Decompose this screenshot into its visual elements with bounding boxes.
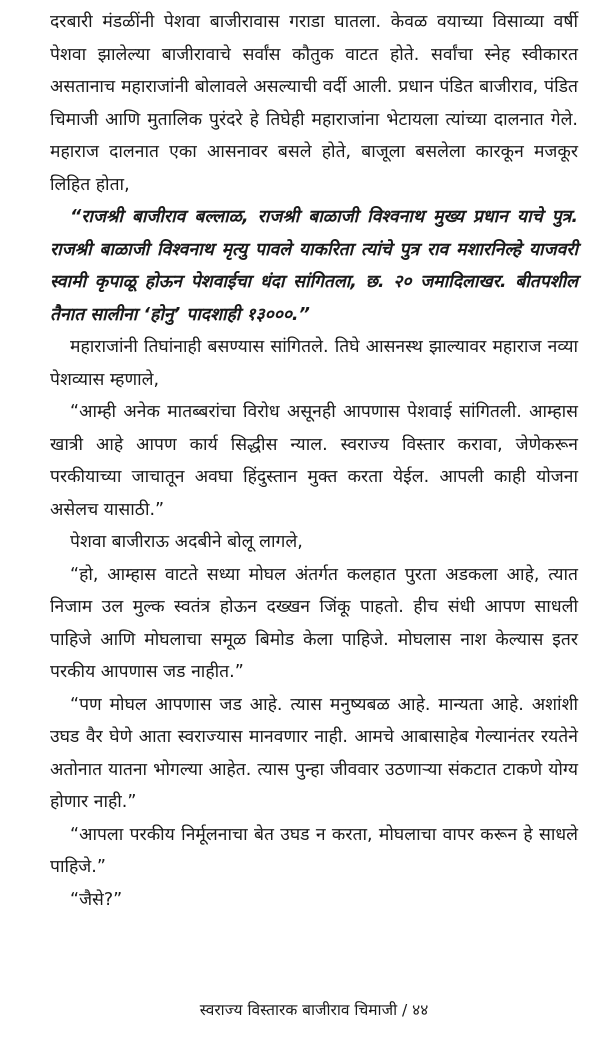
dialogue-paragraph: “पण मोघल आपणास जड आहे. त्यास मनुष्यबळ आहे. मान्यता आहे. अशांशी उघड वैर घेणे आता स्वराज्यास मानवणार नाही. आमचे आबासाहेब गेल्यानंतर रयतेने अतोनात यातना भोगल्या आहेत. त्यास पुन्हा जीववार उठणाऱ्या संकटात टाकणे योग्य होणार नाही.”: [50, 694, 578, 812]
dialogue-paragraph: “आम्ही अनेक मातब्बरांचा विरोध असूनही आपणास पेशवाई सांगितली. आम्हास खात्री आहे आपण कार्य सिद्धीस न्याल. स्वराज्य विस्तार करावा, जेणेकरून परकीयाच्या जाचातून अवघा हिंदुस्तान मुक्त करता येईल. आपली काही योजना असेलच यासाठी.”: [50, 402, 578, 520]
narrative-paragraph: महाराजांनी तिघांनाही बसण्यास सांगितले. तिघे आसनस्थ झाल्यावर महाराज नव्या पेशव्यास म्हणाले,: [50, 337, 578, 390]
quoted-decree: “राजश्री बाजीराव बल्लाळ, राजश्री बाळाजी विश्वनाथ मुख्य प्रधान याचे पुत्र. राजश्री बाळाजी विश्वनाथ मृत्यु पावले याकरिता त्यांचे पुत्र राव मशारनिल्हे याजवरी स्वामी कृपाळू होऊन पेशवाईचा धंदा सांगितला, छ. २० जमादिलाखर. बीतपशील तैनात सालीना ‘होनु’ पादशाही १३०००.”: [50, 207, 578, 325]
narrative-paragraph: पेशवा बाजीराऊ अदबीने बोलू लागले,: [70, 532, 303, 552]
dialogue-paragraph: “जैसे?”: [70, 889, 123, 910]
dialogue-paragraph: “आपला परकीय निर्मूलनाचा बेत उघड न करता, मोघलाचा वापर करून हे साधले पाहिजे.”: [50, 824, 578, 877]
page-footer: स्वराज्य विस्तारक बाजीराव चिमाजी / ४४: [199, 1001, 429, 1019]
dialogue-paragraph: “हो, आम्हास वाटते सध्या मोघल अंतर्गत कलहात पुरता अडकला आहे, त्यात निजाम उल मुल्क स्वतंत्र होऊन दख्खन जिंकू पाहतो. हीच संधी आपण साधली पाहिजे आणि मोघलाचा समूळ बिमोड केला पाहिजे. मोघलास नाश केल्यास इतर परकीय आपणास जड नाहीत.”: [50, 564, 578, 682]
narrative-paragraph: दरबारी मंडळींनी पेशवा बाजीरावास गराडा घातला. केवळ वयाच्या विसाव्या वर्षी पेशवा झालेल्या बाजीरावाचे सर्वांस कौतुक वाटत होते. सर्वांचा स्नेह स्वीकारत असतानाच महाराजांनी बोलावले असल्याची वर्दी आली. प्रधान पंडित बाजीराव, पंडित चिमाजी आणि मुतालिक पुरंदरे हे तिघेही महाराजांना भेटायला त्यांच्या दालनात गेले. महाराज दालनात एका आसनावर बसले होते, बाजूला बसलेला कारकून मजकूर लिहित होता,: [50, 12, 578, 195]
